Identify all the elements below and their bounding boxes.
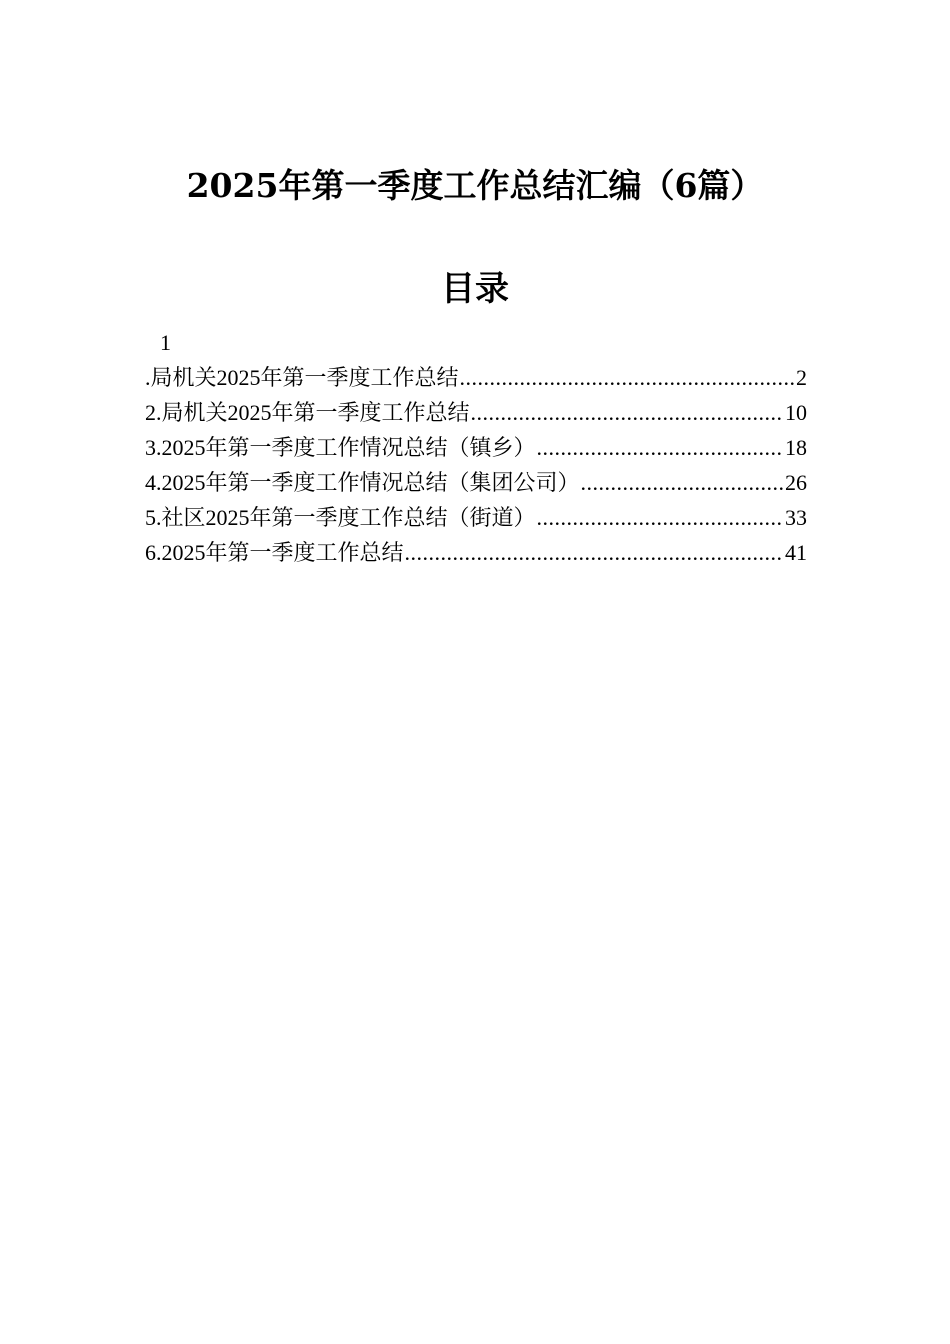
toc-entry-label: 5.社区2025年第一季度工作总结（街道） [145, 505, 536, 530]
toc-stray-number: 1 [160, 330, 171, 355]
toc-entry-page: 2 [796, 365, 807, 390]
toc-entry-label: 4.2025年第一季度工作情况总结（集团公司） [145, 470, 580, 495]
toc-entry-label: 2.局机关2025年第一季度工作总结 [145, 400, 470, 425]
toc-entry[interactable] [145, 465, 807, 500]
toc-entry[interactable] [145, 360, 807, 395]
document-title: 2025年第一季度工作总结汇编（6篇） [186, 166, 764, 205]
toc-entry-page: 26 [785, 470, 807, 495]
toc-entry-page: 10 [785, 400, 807, 425]
toc-leader-dots [405, 535, 784, 570]
toc-heading: 目录 [441, 269, 509, 309]
toc-entry-label: 6.2025年第一季度工作总结 [145, 540, 404, 565]
toc-leader-dots [471, 395, 784, 430]
table-of-contents [145, 326, 807, 570]
toc-leader-dots [537, 500, 784, 535]
toc-leader-dots [581, 465, 784, 500]
toc-entry-page: 41 [785, 540, 807, 565]
toc-entry[interactable] [145, 430, 807, 465]
toc-entry-label: 3.2025年第一季度工作情况总结（镇乡） [145, 435, 536, 460]
toc-entry-page: 33 [785, 505, 807, 530]
toc-leader-dots [537, 430, 784, 465]
toc-entry[interactable] [145, 500, 807, 535]
toc-entry[interactable] [145, 535, 807, 570]
toc-entry-page: 18 [785, 435, 807, 460]
toc-leader-dots [460, 360, 795, 395]
toc-entry-label: .局机关2025年第一季度工作总结 [145, 365, 459, 390]
toc-entry[interactable] [145, 395, 807, 430]
